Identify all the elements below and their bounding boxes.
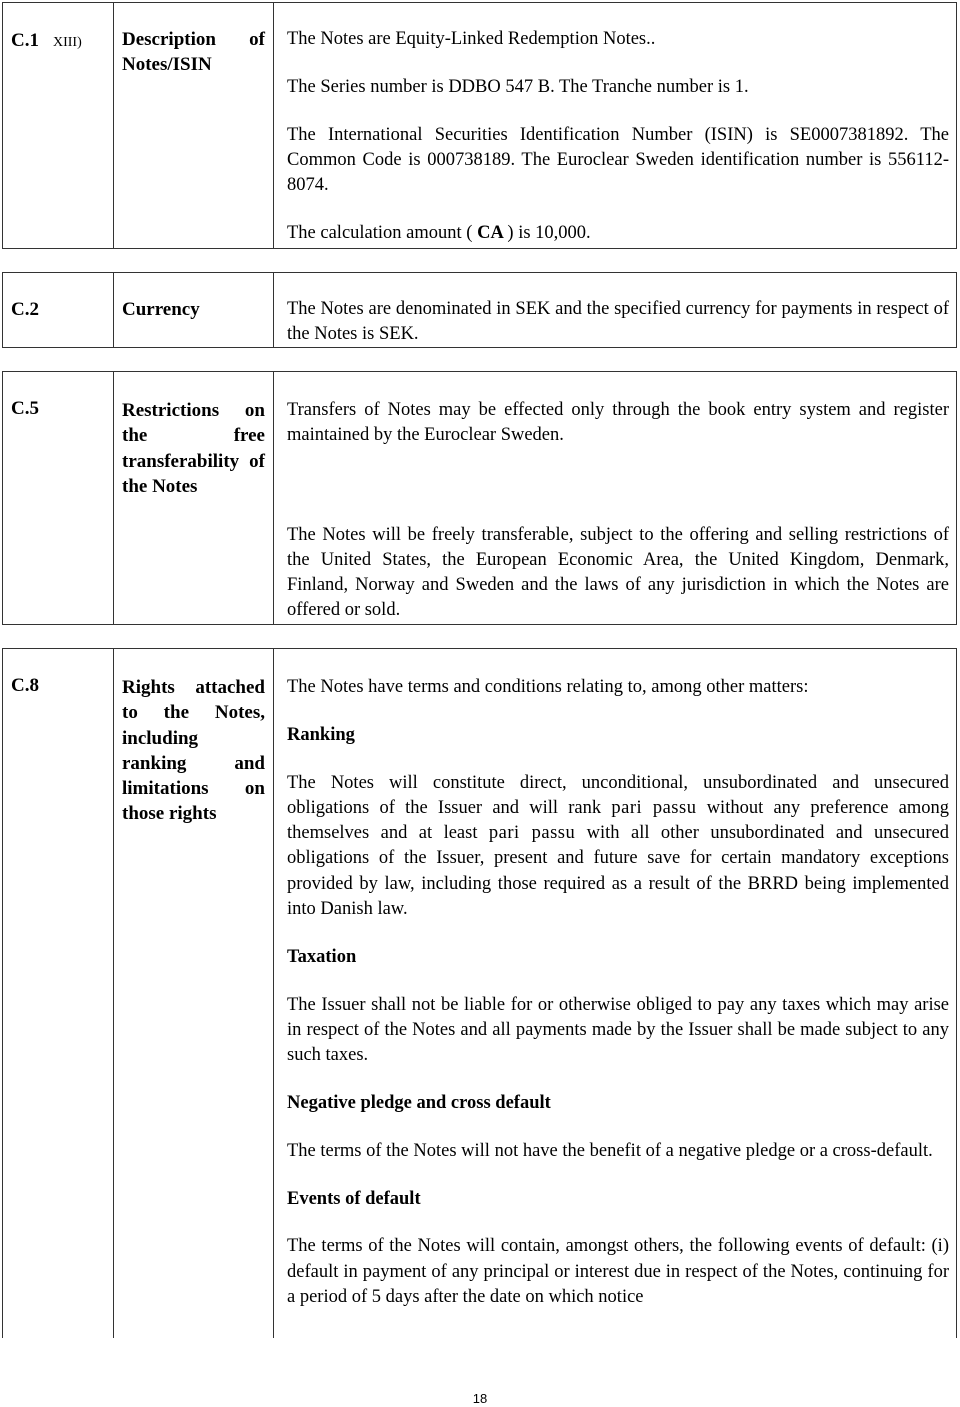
section-label: Description of Notes/ISIN (122, 29, 265, 76)
section-c1 (2, 2, 957, 249)
section-subcode: XIII) (52, 35, 82, 50)
paragraph: The International Securities Identification Number (ISIN) is SE0007381892. The Common Code is 000738189. The Euroclear Sweden identification number is 556112-8074. (287, 124, 949, 196)
section-label: Currency (122, 299, 200, 320)
section-content (287, 675, 949, 1310)
paragraph: The Notes are denominated in SEK and the specified currency for payments in respect of the Notes is SEK. (287, 299, 949, 345)
paragraph: The terms of the Notes will not have the benefit of a negative pledge or a cross-default. (287, 1140, 933, 1161)
section-code: C.1 XIII) (11, 30, 82, 51)
section-label: Rights attached to the Notes, including ranking and limitations on those rights (122, 677, 265, 825)
paragraph: The Series number is DDBO 547 B. The Tranche number is 1. (287, 76, 749, 97)
section-c2 (2, 272, 957, 348)
page-number: 18 (472, 1391, 488, 1406)
column-divider (273, 649, 274, 1338)
section-code: C.8 (11, 675, 39, 696)
column-divider (113, 372, 114, 624)
section-content (287, 27, 949, 246)
section-c8 (2, 648, 957, 1338)
bold-term: CA (472, 222, 508, 243)
column-divider (273, 273, 274, 347)
column-divider (113, 273, 114, 347)
paragraph: The Notes will constitute direct, unconditional, unsubordinated and unsecured obligations of the Issuer and will rank pari passu without any preference among themselves and at least pari passu with all other unsubordinated and unsecured obligations of the Issuer, present and future save for certain mandatory exceptions provided by law, including those required as a result of the BRRD being implemented into Danish law. (287, 772, 949, 920)
column-divider (273, 372, 274, 624)
paragraph: The calculation amount ( CA ) is 10,000. (287, 222, 591, 243)
section-code: C.2 (11, 299, 39, 320)
column-divider (113, 3, 114, 248)
section-c5 (2, 371, 957, 625)
section-content (287, 297, 949, 348)
paragraph: The Notes will be freely transferable, subject to the offering and selling restrictions of the United States, the European Economic Area, the United Kingdom, Denmark, Finland, Norway and Sweden and the laws of any jurisdiction in which the Notes are offered or sold. (287, 524, 949, 621)
column-divider (273, 3, 274, 248)
subheading-negative-pledge: Negative pledge and cross default (287, 1093, 551, 1114)
paragraph: The Notes have terms and conditions relating to, among other matters: (287, 677, 809, 697)
latin-term: pari passu (611, 797, 697, 818)
subheading-ranking: Ranking (287, 724, 355, 745)
paragraph: The Notes are Equity-Linked Redemption Notes.. (287, 29, 656, 49)
latin-term: pari passu (488, 823, 576, 844)
paragraph: Transfers of Notes may be effected only through the book entry system and register maintained by the Euroclear Sweden. (287, 400, 949, 446)
subheading-taxation: Taxation (287, 946, 357, 967)
section-content (287, 398, 949, 624)
paragraph: The terms of the Notes will contain, amongst others, the following events of default: (i) default in payment of any principal or interest due in respect of the Notes, continuing for a period of 5 days after the date on which notice (287, 1236, 949, 1308)
subheading-events-of-default: Events of default (287, 1188, 421, 1209)
section-code: C.5 (11, 398, 39, 419)
section-label: Restrictions on the free transferability of the Notes (122, 400, 265, 497)
column-divider (113, 649, 114, 1338)
paragraph: The Issuer shall not be liable for or otherwise obliged to pay any taxes which may arise in respect of the Notes and all payments made by the Issuer shall be made subject to any such taxes. (287, 994, 949, 1066)
